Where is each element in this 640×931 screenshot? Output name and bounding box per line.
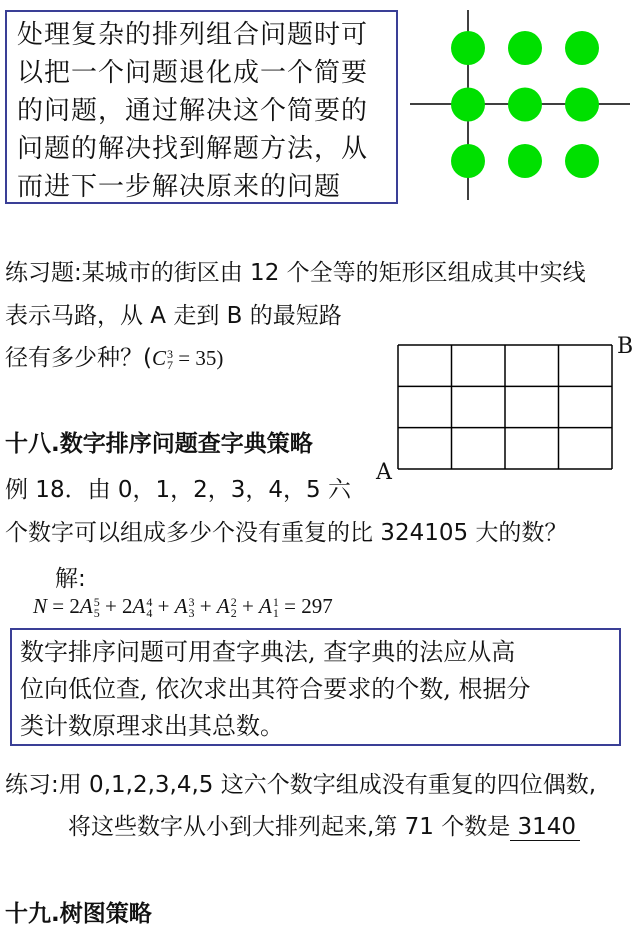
example18-line2: 个数字可以组成多少个没有重复的比 324105 大的数？	[5, 520, 568, 546]
formula-sub: 7	[167, 358, 173, 373]
solution-label: 解:	[55, 566, 86, 592]
exercise2-answer: 3140	[510, 814, 580, 841]
point-a-label: A	[376, 460, 392, 485]
tip-box-2	[10, 628, 621, 746]
green-dot	[565, 144, 599, 178]
tip-line: 的问题，通过解决这个简要的	[17, 96, 369, 126]
section18-title: 十八.数字排序问题查字典策略	[5, 431, 313, 457]
tip-line: 问题的解决找到解题方法，从	[17, 134, 369, 164]
green-dot	[508, 88, 542, 122]
exercise1-line2: 表示马路，从 A 走到 B 的最短路	[5, 303, 342, 329]
green-dot	[508, 31, 542, 65]
combination-formula	[151, 346, 224, 373]
solution-formula: N = 2A 5 5 + 2A 4 4 + A 3 3 + A 2 2 + A 1 1 = 297	[33, 594, 333, 621]
formula-term: A 3 3	[174, 594, 195, 621]
green-dot	[565, 31, 599, 65]
exercise2-question: 将这些数字从小到大排列起来,第 71 个数是	[68, 814, 511, 840]
formula-term: 2A 4 4	[122, 594, 153, 621]
dot-grid-diagram	[0, 0, 640, 210]
formula-result: 297	[301, 594, 333, 618]
green-dot	[508, 144, 542, 178]
exercise2-line1: 练习:用 0,1,2,3,4,5 这六个数字组成没有重复的四位偶数,	[5, 772, 597, 798]
green-dot	[451, 31, 485, 65]
tip-line: 处理复杂的排列组合问题时可	[17, 20, 369, 50]
exercise1-line3	[5, 339, 223, 372]
formula-rest: = 35)	[173, 346, 224, 370]
section19-title: 十九.树图策略	[5, 901, 152, 927]
tip-line: 以把一个问题退化成一个简要	[17, 58, 369, 88]
tip-line: 类计数原理求出其总数。	[20, 712, 284, 740]
tip-line: 数字排序问题可用查字典法, 查字典的法应从高	[20, 638, 516, 666]
green-dot	[451, 144, 485, 178]
tip-line: 而进下一步解决原来的问题	[17, 172, 342, 202]
formula-term: A 2 2	[216, 594, 237, 621]
formula-sup: 3	[167, 347, 173, 362]
tip-line: 位向低位查, 依次求出其符合要求的个数, 根据分	[20, 675, 531, 703]
formula-term: A 1 1	[259, 594, 279, 621]
example18-line1: 例 18．由 0，1，2，3，4，5 六	[5, 477, 351, 503]
point-b-label: B	[617, 334, 634, 359]
street-grid	[396, 343, 616, 473]
formula-lhs: N	[33, 594, 48, 618]
formula-base: C	[151, 346, 166, 370]
exercise1-question: 径有多少种？(	[5, 345, 152, 371]
green-dot	[565, 88, 599, 122]
green-dot	[451, 88, 485, 122]
formula-term: 2A 5 5	[69, 594, 100, 621]
exercise1-line1: 练习题:某城市的街区由 12 个全等的矩形区组成其中实线	[5, 260, 586, 286]
exercise2-line2	[68, 808, 580, 841]
